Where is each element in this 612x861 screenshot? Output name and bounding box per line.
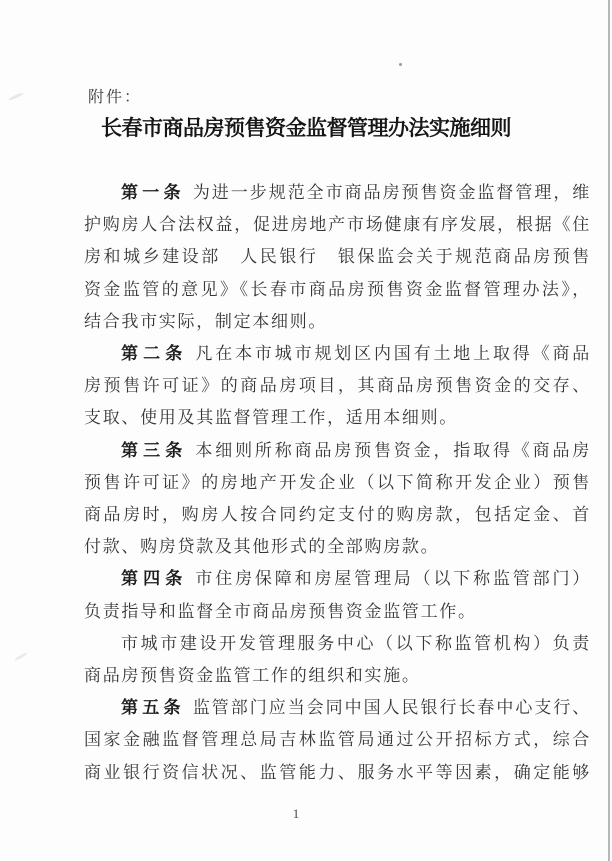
article-number-label: 第五条 (121, 698, 185, 718)
text-line: 第四条 市住房保障和房屋管理局（以下称监管部门） (121, 569, 592, 589)
text-line: 房预售许可证》的商品房项目，其商品房预售资金的交存、 (84, 376, 591, 396)
article-number-label: 第四条 (121, 569, 188, 589)
scan-smudge (8, 92, 24, 101)
text-line: 第五条 监管部门应当会同中国人民银行长春中心支行、 (121, 698, 592, 718)
text-line: 负责指导和监督全市商品房预售资金监管工作。 (84, 601, 477, 621)
page-number: 1 (292, 806, 300, 821)
text-line: 市城市建设开发管理服务中心（以下称监管机构）负责 (121, 633, 591, 653)
article-number-label: 第一条 (121, 183, 185, 202)
text-line: 结合我市实际，制定本细则。 (84, 311, 328, 331)
text-line: 资金监管的意见》《长春市商品房预售资金监督管理办法》， (84, 279, 591, 299)
article-paragraph (84, 338, 591, 435)
text-line: 护购房人合法权益，促进房地产市场健康有序发展，根据《住 (84, 215, 591, 235)
text-line: 第一条 为进一步规范全市商品房预售资金监督管理，维 (121, 183, 592, 202)
text-line: 商品房预售资金监管工作的组织和实施。 (84, 666, 421, 686)
text-line: 房和城乡建设部 人民银行 银保监会关于规范商品房预售 (84, 247, 591, 267)
article-paragraph (84, 692, 591, 789)
article-paragraph (84, 563, 591, 627)
document-body (84, 177, 591, 789)
text-line: 预售许可证》的房地产开发企业（以下简称开发企业）预售 (84, 472, 591, 492)
text-line: 第三条 本细则所称商品房预售资金，指取得《商品房 (121, 440, 592, 460)
article-paragraph (84, 628, 591, 692)
doc-title: 长春市商品房预售资金监督管理办法实施细则 (101, 116, 511, 140)
attachment-label: 附件： (88, 89, 143, 106)
ink-dot (399, 63, 402, 66)
text-line: 支取、使用及其监督管理工作，适用本细则。 (84, 408, 458, 428)
text-line: 国家金融监督管理总局吉林监管局通过公开招标方式，综合 (84, 730, 591, 750)
text-line: 第二条 凡在本市城市规划区内国有土地上取得《商品 (121, 344, 592, 364)
text-line: 付款、购房贷款及其他形式的全部购房款。 (84, 537, 440, 557)
scan-smudge (14, 652, 28, 662)
article-paragraph (84, 435, 591, 564)
article-paragraph (84, 177, 591, 338)
article-number-label: 第二条 (121, 344, 188, 364)
article-number-label: 第三条 (121, 440, 188, 460)
text-line: 商业银行资信状况、监管能力、服务水平等因素，确定能够 (84, 762, 591, 782)
text-line: 商品房时，购房人按合同约定支付的购房款，包括定金、首 (84, 505, 591, 525)
